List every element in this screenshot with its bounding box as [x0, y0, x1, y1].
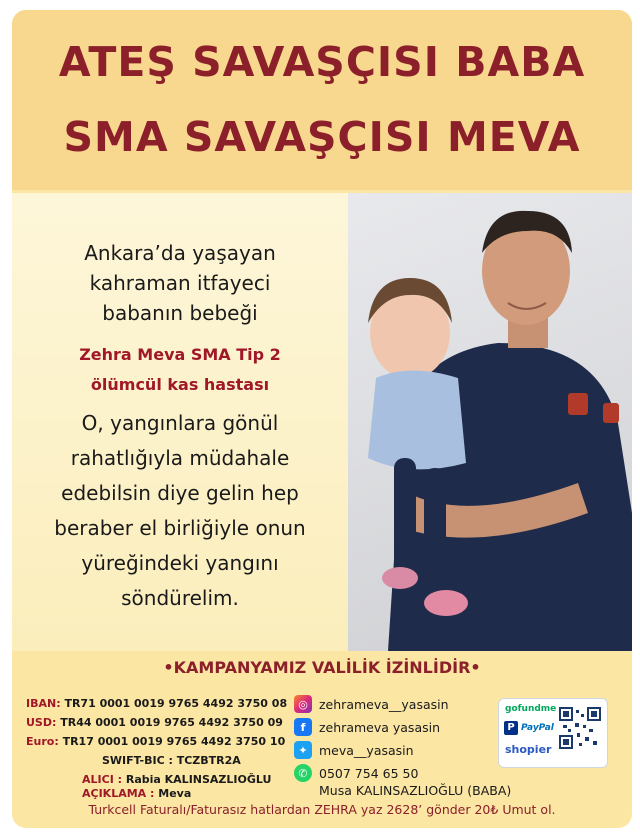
story-panel — [12, 193, 348, 651]
father-daughter-photo — [348, 193, 632, 651]
euro-label: Euro: — [26, 735, 59, 748]
shopier-logo: shopier — [505, 743, 552, 756]
headline-line-1: ATEŞ SAVAŞÇISI BABA — [58, 38, 586, 86]
story-appeal-line: O, yangınlara gönül — [81, 411, 279, 435]
twitter-icon: ✦ — [294, 741, 312, 759]
campaign-permission-notice: •KAMPANYAMIZ VALİLİK İZİNLİDİR• — [163, 658, 481, 677]
gofundme-logo: gofundme — [505, 704, 557, 714]
iban-value: TR71 0001 0019 9765 4492 3750 08 — [64, 697, 288, 710]
story-appeal-line: yüreğindeki yangını — [81, 551, 279, 575]
recipient-label: ALICI : — [82, 773, 123, 786]
story-appeal-line: beraber el birliğiyle onun — [54, 516, 306, 540]
sms-donation-note: Turkcell Faturalı/Faturasız hatlardan ZEHRA yaz 2628’ gönder 20₺ Umut ol. — [88, 802, 556, 817]
description-value: Meva — [158, 787, 192, 800]
description-label: AÇIKLAMA : — [82, 787, 155, 800]
euro-row — [26, 735, 285, 748]
recipient-value: Rabia KALINSAZLIOĞLU — [125, 773, 272, 786]
twitter-contact[interactable] — [294, 741, 414, 759]
story-appeal-line: söndürelim. — [121, 586, 239, 610]
usd-label: USD: — [26, 716, 57, 729]
usd-row — [26, 716, 283, 729]
story-appeal-line: rahatlığıyla müdahale — [70, 446, 290, 470]
paypal-row — [504, 721, 554, 735]
whatsapp-number: 0507 754 65 50 — [319, 765, 419, 781]
euro-value: TR17 0001 0019 9765 4492 3750 10 — [62, 735, 286, 748]
story-highlight-line: Zehra Meva SMA Tip 2 — [79, 345, 281, 364]
description-row — [82, 787, 191, 800]
contact-name — [319, 783, 511, 798]
facebook-contact[interactable] — [294, 718, 440, 736]
recipient-row — [82, 773, 271, 786]
headline-line-2: SMA SAVAŞÇISI MEVA — [63, 113, 581, 161]
poster-header — [12, 10, 632, 190]
story-highlight-line: ölümcül kas hastası — [90, 375, 270, 394]
facebook-icon: f — [294, 718, 312, 736]
iban-label: IBAN: — [26, 697, 61, 710]
paypal-label: PayPal — [521, 723, 554, 733]
instagram-icon: ◎ — [294, 695, 312, 713]
twitter-handle: meva__yasasin — [319, 742, 414, 758]
payment-methods-box[interactable] — [498, 698, 608, 768]
facebook-handle: zehrameva yasasin — [319, 719, 441, 735]
qr-code-icon — [559, 707, 601, 749]
story-intro-line: kahraman itfayeci — [89, 271, 271, 295]
iban-row — [26, 697, 287, 710]
contact-name-text: Musa KALINSAZLIOĞLU (BABA) — [319, 783, 512, 798]
swift-code: SWIFT-BIC : TCZBTR2A — [102, 754, 241, 767]
paypal-icon: P — [504, 721, 518, 735]
story-intro-line: babanın bebeği — [102, 301, 258, 325]
story-intro-line: Ankara’da yaşayan — [84, 241, 276, 265]
whatsapp-contact[interactable] — [294, 764, 418, 782]
instagram-handle: zehrameva__yasasin — [319, 696, 449, 712]
usd-value: TR44 0001 0019 9765 4492 3750 09 — [60, 716, 283, 729]
campaign-poster — [12, 10, 632, 828]
story-appeal-line: edebilsin diye gelin hep — [61, 481, 299, 505]
instagram-contact[interactable] — [294, 695, 449, 713]
photo-illustration — [348, 193, 632, 651]
whatsapp-icon: ✆ — [294, 764, 312, 782]
